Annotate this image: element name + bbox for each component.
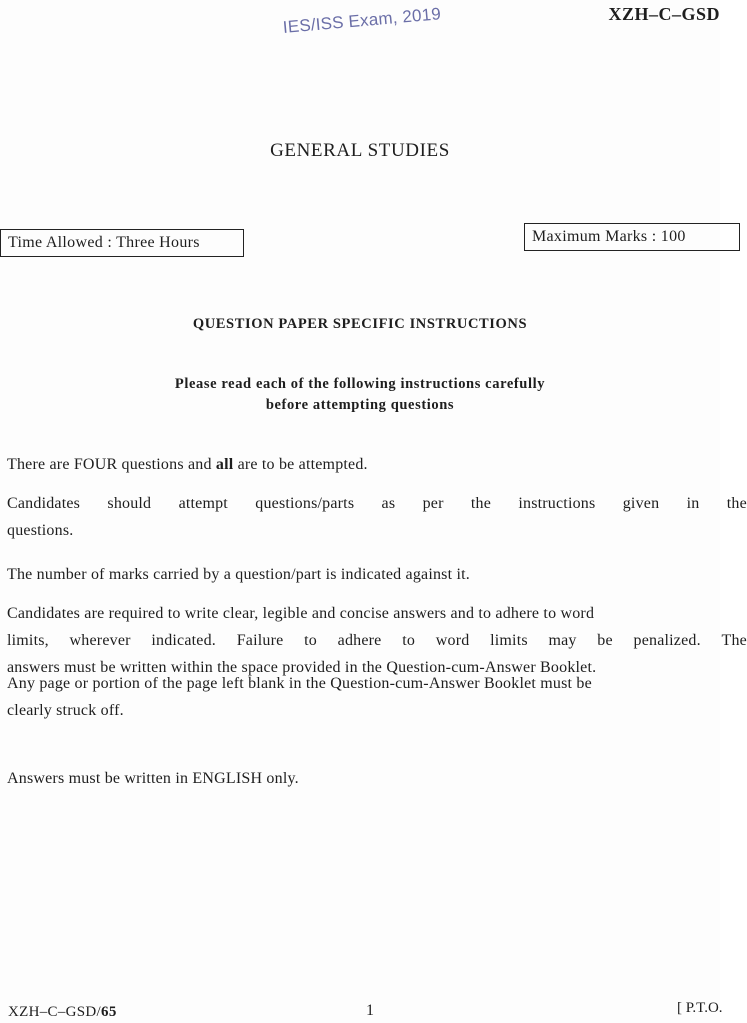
footer-code-number: 65 (101, 1004, 117, 1020)
word: the (470, 495, 492, 512)
word: The (721, 632, 747, 649)
instruction-5 (7, 670, 747, 724)
word: Failure (236, 632, 284, 649)
instruction-1-post: are to be attempted. (233, 456, 368, 473)
word: per (422, 495, 444, 512)
footer-code-prefix: XZH–C–GSD/ (8, 1004, 102, 1020)
paper-code: XZH–C–GSD (608, 4, 720, 24)
footer-paper-code (8, 1004, 117, 1021)
subheading-line-1: Please read each of the following instructions carefully (174, 376, 546, 392)
instruction-2 (7, 490, 747, 544)
instruction-2-line-2: questions. (7, 522, 74, 539)
instruction-3: The number of marks carried by a question/part is indicated against it. (7, 566, 470, 583)
instruction-4-line-1: Candidates are required to write clear, legible and concise answers and to adhere to word (7, 605, 595, 622)
word: penalized. (633, 632, 701, 649)
instruction-4-line-3: answers must be written within the space provided in the Question-cum-Answer Booklet. (7, 659, 597, 676)
exam-stamp: IES/ISS Exam, 2019 (282, 4, 442, 37)
word: questions/parts (255, 495, 355, 512)
word: word (435, 632, 470, 649)
word: may (548, 632, 577, 649)
maximum-marks-box: Maximum Marks : 100 (524, 223, 740, 251)
instruction-2-line-1 (7, 490, 747, 517)
instruction-5-line-1: Any page or portion of the page left blank in the Question-cum-Answer Booklet must be (7, 675, 592, 692)
word: limits (490, 632, 528, 649)
word: to (304, 632, 317, 649)
instructions-heading: QUESTION PAPER SPECIFIC INSTRUCTIONS (192, 316, 528, 332)
instruction-1-pre: There are FOUR questions and (7, 456, 216, 473)
instruction-4-line-2 (7, 627, 747, 654)
instruction-1-bold: all (215, 456, 234, 473)
word: indicated. (151, 632, 216, 649)
word: limits, (7, 632, 49, 649)
word: in (686, 495, 700, 512)
word: given (622, 495, 660, 512)
instruction-4 (7, 600, 747, 681)
time-allowed-box: Time Allowed : Three Hours (0, 229, 244, 257)
page-number: 1 (366, 1002, 374, 1019)
instruction-5-line-2: clearly struck off. (7, 702, 124, 719)
page-title: GENERAL STUDIES (270, 140, 450, 161)
word: adhere (337, 632, 382, 649)
instruction-1 (7, 451, 747, 478)
word: wherever (69, 632, 131, 649)
word: attempt (178, 495, 228, 512)
word: Candidates (7, 495, 81, 512)
word: as (381, 495, 396, 512)
word: to (402, 632, 416, 649)
word: be (597, 632, 613, 649)
word: instructions (518, 495, 596, 512)
subheading-line-2: before attempting questions (265, 397, 455, 413)
instruction-6: Answers must be written in ENGLISH only. (7, 770, 299, 787)
word: the (726, 495, 747, 512)
please-turn-over: [ P.T.O. (677, 1000, 723, 1016)
word: should (107, 495, 152, 512)
instructions-subheading (0, 374, 720, 416)
